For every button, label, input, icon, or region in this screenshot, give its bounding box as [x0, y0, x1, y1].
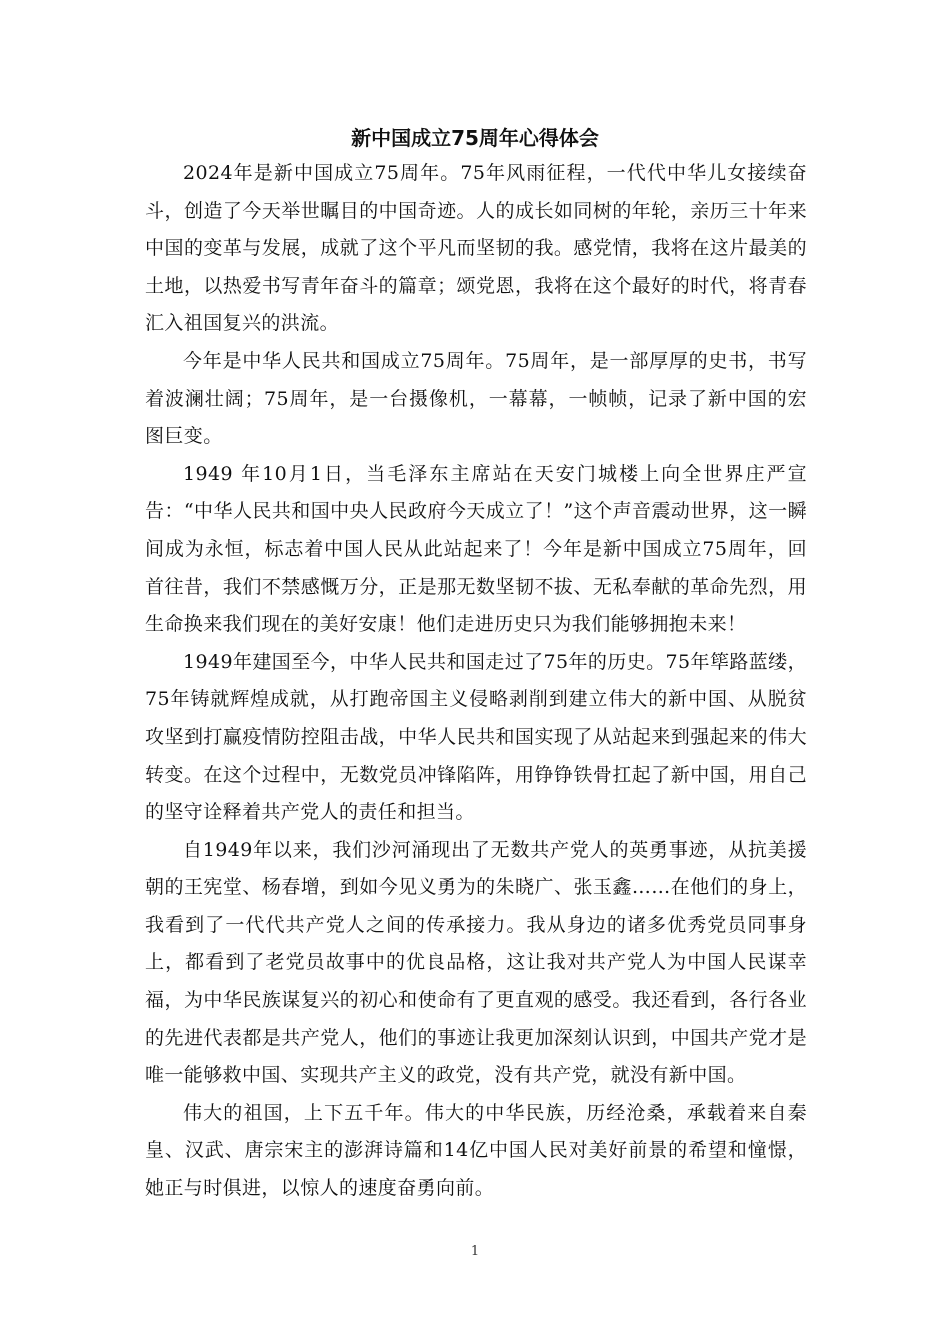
- paragraph-1: 2024年是新中国成立75周年。75年风雨征程，一代代中华儿女接续奋斗，创造了今天举世瞩目的中国奇迹。人的成长如同树的年轮，亲历三十年来中国的变革与发展，成就了这个平凡而坚韧的我。感党情，我将在这片最美的土地，以热爱书写青年奋斗的篇章；颂党恩，我将在这个最好的时代，将青春汇入祖国复兴的洪流。: [145, 162, 807, 335]
- paragraph-3: 1949 年10月1日，当毛泽东主席站在天安门城楼上向全世界庄严宣告：“中华人民共和国中央人民政府今天成立了！”这个声音震动世界，这一瞬间成为永恒，标志着中国人民从此站起来了！今年是新中国成立75周年，回首往昔，我们不禁感慨万分，正是那无数坚韧不拔、无私奉献的革命先烈，用生命换来我们现在的美好安康！他们走进历史只为我们能够拥抱未来！: [145, 462, 807, 636]
- document-body: [145, 155, 807, 1208]
- paragraph-5: 自1949年以来，我们沙河涌现出了无数共产党人的英勇事迹，从抗美援朝的王宪堂、杨春增，到如今见义勇为的朱晓广、张玉鑫……在他们的身上，我看到了一代代共产党人之间的传承接力。我从身边的诸多优秀党员同事身上，都看到了老党员故事中的优良品格，这让我对共产党人为中国人民谋幸福，为中华民族谋复兴的初心和使命有了更直观的感受。我还看到，各行各业的先进代表都是共产党人，他们的事迹让我更加深刻认识到，中国共产党才是唯一能够救中国、实现共产主义的政党，没有共产党，就没有新中国。: [145, 838, 807, 1087]
- paragraph-2: 今年是中华人民共和国成立75周年。75周年，是一部厚厚的史书，书写着波澜壮阔；75周年，是一台摄像机，一幕幕，一帧帧，记录了新中国的宏图巨变。: [145, 349, 807, 448]
- page-number: 1: [470, 1244, 480, 1259]
- document-title: 新中国成立75周年心得体会: [351, 126, 599, 150]
- paragraph-4: 1949年建国至今，中华人民共和国走过了75年的历史。75年筚路蓝缕，75年铸就辉煌成就，从打跑帝国主义侵略剥削到建立伟大的新中国、从脱贫攻坚到打赢疫情防控阻击战，中华人民共和国实现了从站起来到强起来的伟大转变。在这个过程中，无数党员冲锋陷阵，用铮铮铁骨扛起了新中国，用自己的坚守诠释着共产党人的责任和担当。: [145, 650, 807, 824]
- paragraph-6: 伟大的祖国，上下五千年。伟大的中华民族，历经沧桑，承载着来自秦皇、汉武、唐宗宋主的澎湃诗篇和14亿中国人民对美好前景的希望和憧憬，她正与时俱进，以惊人的速度奋勇向前。: [145, 1101, 807, 1200]
